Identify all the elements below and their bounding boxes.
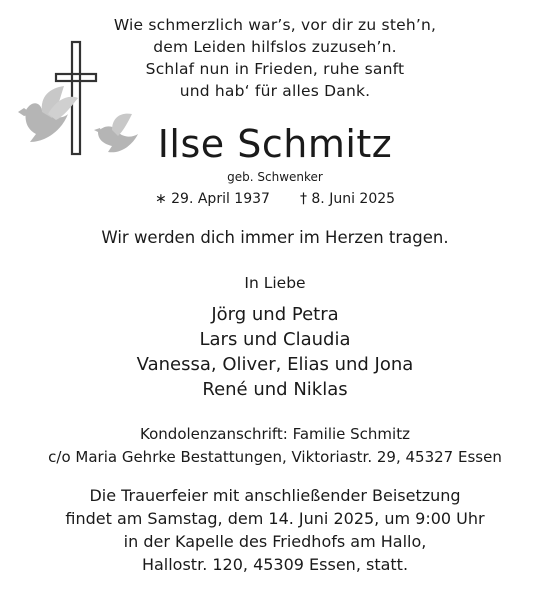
poem-line: Wie schmerzlich war’s, vor dir zu steh’n,	[113, 16, 437, 34]
mourner-entry: Vanessa, Oliver, Elias und Jona	[136, 354, 414, 375]
service-line: in der Kapelle des Friedhofs am Hallo,	[123, 532, 427, 551]
death-date: † 8. Juni 2025	[299, 191, 396, 207]
poem-line: und hab‘ für alles Dank.	[179, 82, 371, 100]
condolence-address	[0, 423, 550, 469]
mourners-list	[0, 302, 550, 402]
service-line: findet am Samstag, dem 14. Juni 2025, um 9:00 Uhr	[65, 509, 485, 528]
mourner-entry: Lars und Claudia	[199, 329, 351, 350]
address-line: c/o Maria Gehrke Bestattungen, Viktoriastr. 29, 45327 Essen	[48, 448, 502, 466]
mourner-entry: René und Niklas	[202, 379, 348, 400]
service-line: Hallostr. 120, 45309 Essen, statt.	[141, 555, 409, 574]
poem	[0, 14, 550, 102]
poem-line: dem Leiden hilfslos zuzuseh’n.	[153, 38, 397, 56]
maiden-name: geb. Schwenker	[227, 170, 323, 184]
deceased-name: Ilse Schmitz	[157, 122, 393, 166]
birth-date: ∗ 29. April 1937	[154, 191, 270, 207]
remembrance-line: Wir werden dich immer im Herzen tragen.	[101, 228, 449, 247]
in-love-line: In Liebe	[244, 274, 306, 292]
poem-line: Schlaf nun in Frieden, ruhe sanft	[145, 60, 405, 78]
funeral-service-info	[0, 484, 550, 576]
service-line: Die Trauerfeier mit anschließender Beisetzung	[89, 486, 461, 505]
life-dates	[0, 189, 550, 209]
mourner-entry: Jörg und Petra	[211, 304, 339, 325]
address-line: Kondolenzanschrift: Familie Schmitz	[140, 425, 410, 443]
